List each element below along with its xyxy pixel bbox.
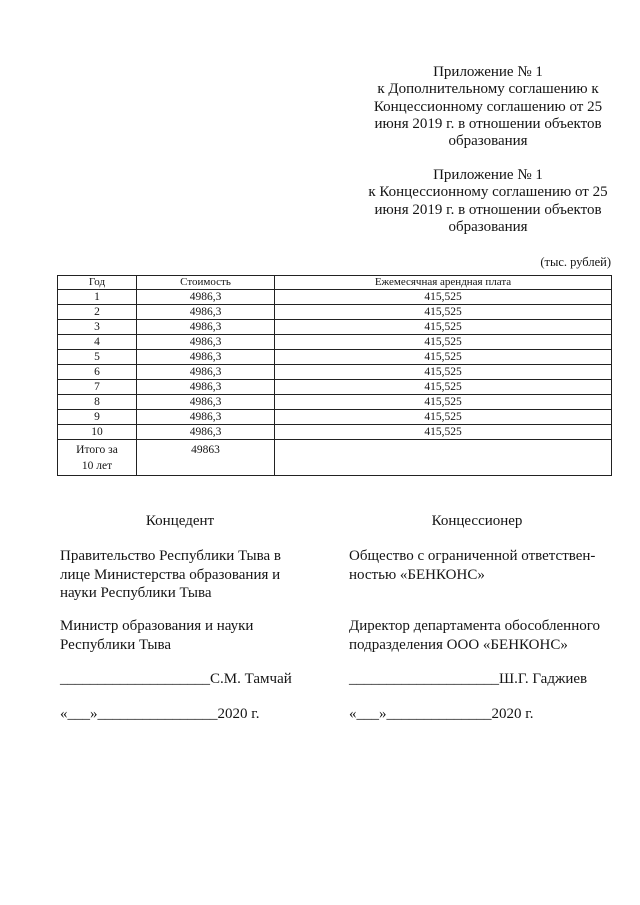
year-cell: 1	[58, 290, 137, 305]
rent-cell: 415,525	[275, 290, 612, 305]
rent-cell: 415,525	[275, 305, 612, 320]
cost-cell: 4986,3	[137, 320, 275, 335]
table-total-row	[58, 440, 612, 476]
concessionaire-position-line: Директор департамента обособленного	[349, 618, 601, 634]
grantor-organization	[60, 547, 281, 603]
concessionaire-position	[349, 617, 600, 654]
cost-cell: 4986,3	[137, 380, 275, 395]
grantor-organization-line: науки Республики Тыва	[60, 585, 212, 601]
cost-cell: 4986,3	[137, 425, 275, 440]
concessionaire-organization-line: ностью «БЕНКОНС»	[349, 566, 485, 583]
column-header-cost: Стоимость	[137, 276, 275, 290]
year-cell: 10	[58, 425, 137, 440]
cost-cell: 4986,3	[137, 350, 275, 365]
table-row	[58, 335, 612, 350]
concessionaire-role: Концессионер	[431, 513, 523, 529]
concessionaire-name: Ш.Г. Гаджиев	[499, 671, 588, 687]
signature-underline: ____________________	[349, 671, 499, 687]
table-header-row	[58, 276, 612, 290]
grantor-organization-line: Правительство Республики Тыва в	[60, 548, 281, 564]
annex-line: к Дополнительному соглашению к	[377, 81, 599, 98]
grantor-name: С.М. Тамчай	[210, 671, 292, 687]
table-row	[58, 350, 612, 365]
total-label-cell	[58, 440, 137, 476]
rent-cell: 415,525	[275, 350, 612, 365]
grantor-position-line: Министр образования и науки	[60, 618, 254, 634]
year-cell: 9	[58, 410, 137, 425]
table-row	[58, 395, 612, 410]
rent-cell: 415,525	[275, 380, 612, 395]
column-header-rent: Ежемесячная арендная плата	[275, 276, 612, 290]
grantor-position	[60, 617, 253, 654]
table-row	[58, 380, 612, 395]
year-cell: 6	[58, 365, 137, 380]
year-cell: 8	[58, 395, 137, 410]
cost-cell: 4986,3	[137, 410, 275, 425]
concessionaire-signature-line	[349, 670, 587, 689]
table-body	[58, 290, 612, 476]
rent-cell: 415,525	[275, 425, 612, 440]
table-row	[58, 290, 612, 305]
concessionaire-date-line: «___»______________2020 г.	[349, 706, 534, 722]
rent-cell: 415,525	[275, 335, 612, 350]
total-cost-cell: 49863	[137, 440, 275, 476]
concessionaire-organization-line: Общество с ограниченной ответствен-	[349, 548, 596, 564]
table-row	[58, 305, 612, 320]
cost-cell: 4986,3	[137, 365, 275, 380]
year-cell: 2	[58, 305, 137, 320]
grantor-organization-line: лице Министерства образования и	[60, 566, 281, 583]
total-rent-cell	[275, 440, 612, 476]
grantor-date-line: «___»________________2020 г.	[60, 706, 260, 722]
annex-header-concession	[353, 167, 623, 236]
column-header-year: Год	[58, 276, 137, 290]
table-row	[58, 425, 612, 440]
table-row	[58, 410, 612, 425]
rent-cell: 415,525	[275, 320, 612, 335]
annex-line: образования	[448, 133, 528, 149]
year-cell: 7	[58, 380, 137, 395]
year-cell: 4	[58, 335, 137, 350]
annex-title: Приложение № 1	[433, 167, 543, 183]
table-row	[58, 320, 612, 335]
rent-cell: 415,525	[275, 410, 612, 425]
cost-cell: 4986,3	[137, 335, 275, 350]
rent-cell: 415,525	[275, 395, 612, 410]
annex-line: июня 2019 г. в отношении объектов	[374, 115, 602, 132]
grantor-role: Концедент	[145, 513, 215, 529]
cost-cell: 4986,3	[137, 290, 275, 305]
annex-line: июня 2019 г. в отношении объектов	[374, 201, 602, 218]
annex-line: Концессионному соглашению от 25	[373, 98, 603, 115]
cost-cell: 4986,3	[137, 305, 275, 320]
annex-line: образования	[448, 218, 528, 235]
annex-title: Приложение № 1	[433, 64, 543, 80]
units-label: (тыс. рублей)	[540, 255, 611, 269]
payment-table	[57, 275, 612, 476]
cost-cell: 4986,3	[137, 395, 275, 410]
signature-underline: ____________________	[60, 671, 210, 687]
concessionaire-organization	[349, 547, 595, 584]
year-cell: 3	[58, 320, 137, 335]
year-cell: 5	[58, 350, 137, 365]
grantor-signature-line	[60, 670, 292, 689]
total-label-line: 10 лет	[81, 460, 113, 472]
annex-line: к Концессионному соглашению от 25	[368, 184, 608, 201]
rent-cell: 415,525	[275, 365, 612, 380]
annex-header-supplementary	[353, 64, 623, 150]
grantor-position-line: Республики Тыва	[60, 636, 172, 653]
total-label-line: Итого за	[76, 444, 118, 456]
table-row	[58, 365, 612, 380]
concessionaire-position-line: подразделения ООО «БЕНКОНС»	[349, 636, 568, 653]
